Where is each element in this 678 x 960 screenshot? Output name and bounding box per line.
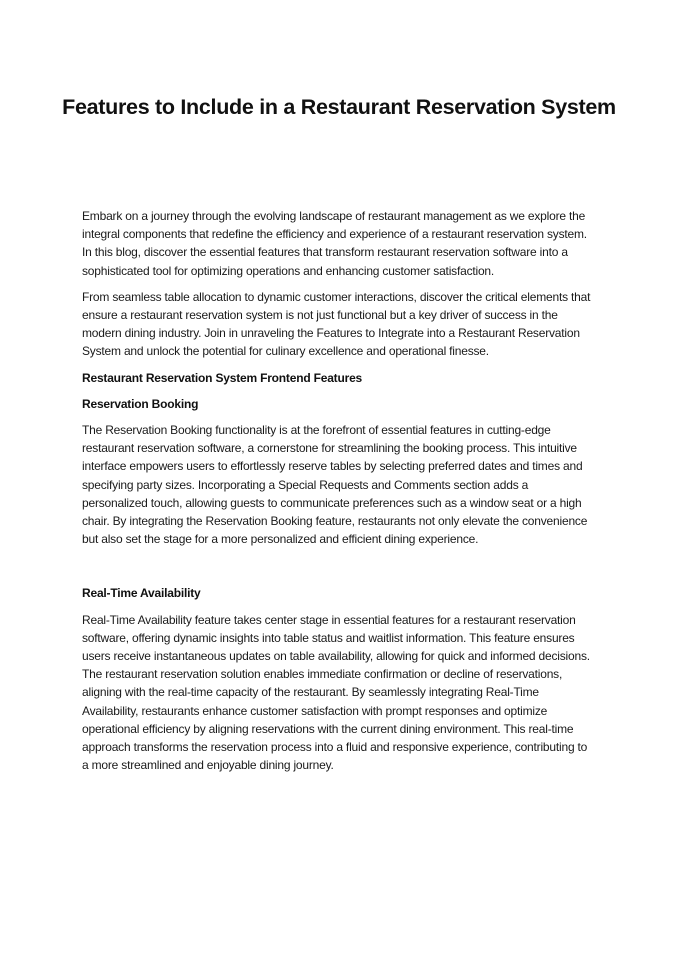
intro-paragraph-2: From seamless table allocation to dynamic customer interactions, discover the critical elements that ensure a restaurant reservation system is not just functional but a key driver of success in the modern dining industry. Join in unraveling the Features to Integrate into a Restaurant Reservation System and unlock the potential for culinary excellence and operational finesse. bbox=[82, 289, 591, 359]
subsection-heading-reservation-booking: Reservation Booking bbox=[82, 396, 199, 411]
page-title: Features to Include in a Restaurant Reservation System bbox=[62, 95, 616, 120]
subsection-heading-real-time-availability: Real-Time Availability bbox=[82, 586, 201, 601]
subsection-body-real-time-availability: Real-Time Availability feature takes center stage in essential features for a restaurant reservation software, offering dynamic insights into table status and waitlist information. This feature ensures users receive instantaneous updates on table availability, allowing for quick and informed decisions. The restaurant reservation solution enables immediate confirmation or decline of reservations, aligning with the real-time capacity of the restaurant. By seamlessly integrating Real-Time Availability, restaurants enhance customer satisfaction with prompt responses and optimize operational efficiency by aligning reservations with the current dining environment. This real-time approach transforms the reservation process into a fluid and responsive experience, contributing to a more streamlined and enjoyable dining journey. bbox=[82, 612, 590, 773]
section-spacer bbox=[82, 556, 592, 584]
intro-paragraph-1: Embark on a journey through the evolving landscape of restaurant management as we explore the integral components that redefine the efficiency and experience of a restaurant reservation system. In this blog, discover the essential features that transform restaurant reservation software into a sophisticated tool for optimizing operations and enhancing customer satisfaction. bbox=[82, 209, 587, 278]
subsection-body-reservation-booking: The Reservation Booking functionality is at the forefront of essential features in cutting-edge restaurant reservation software, a cornerstone for streamlining the booking process. This intuitive interface empowers users to effortlessly reserve tables by selecting preferred dates and times and specifying party sizes. Incorporating a Special Requests and Comments section adds a personalized touch, allowing guests to communicate preferences such as a window seat or a high chair. By integrating the Reservation Booking feature, restaurants not only elevate the convenience but also set the stage for a more personalized and efficient dining experience. bbox=[82, 423, 588, 547]
document-body bbox=[82, 207, 592, 782]
section-heading: Restaurant Reservation System Frontend Features bbox=[82, 370, 363, 385]
